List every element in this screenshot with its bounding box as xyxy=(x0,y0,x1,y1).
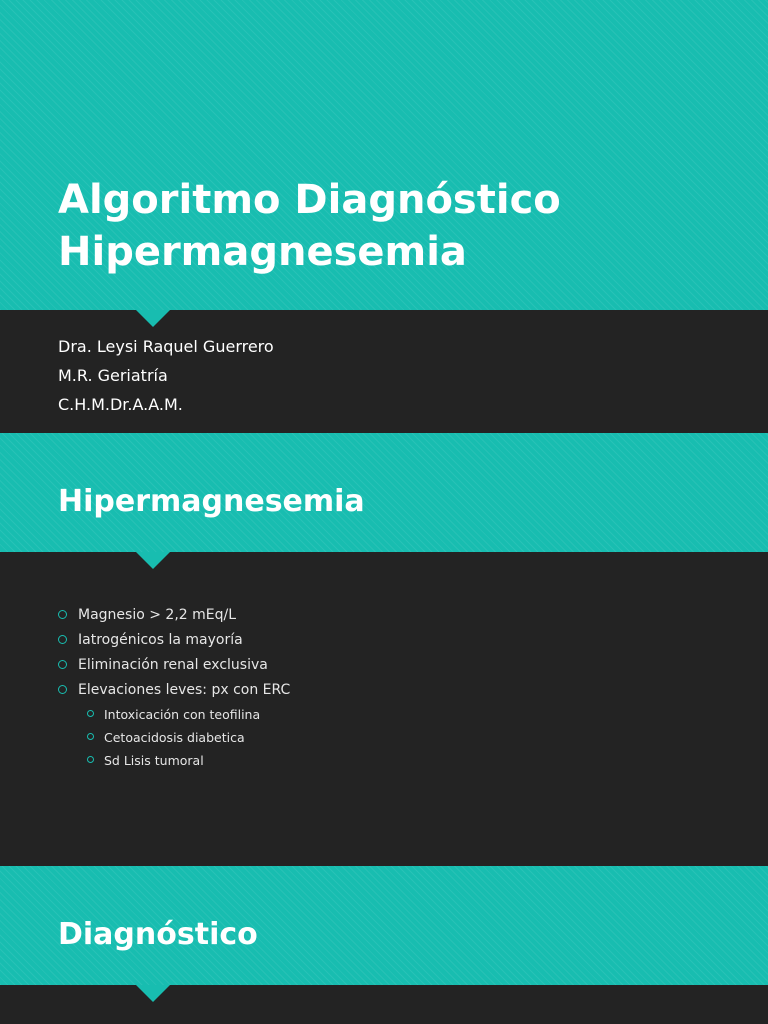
sub-bullet-text: Cetoacidosis diabetica xyxy=(104,730,245,745)
sub-bullet-text: Sd Lisis tumoral xyxy=(104,753,204,768)
bullet-item xyxy=(58,679,290,704)
slide3-notch xyxy=(136,985,170,1002)
bullet-ring-icon xyxy=(58,635,67,644)
sub-bullet-item xyxy=(58,704,290,727)
slide3-title: Diagnóstico xyxy=(58,917,258,952)
sub-bullet-ring-icon xyxy=(87,710,94,717)
slide1-role: M.R. Geriatría xyxy=(58,366,168,385)
bullet-text: Elevaciones leves: px con ERC xyxy=(78,682,291,698)
slide1-notch xyxy=(136,310,170,327)
sub-bullet-item xyxy=(58,727,290,750)
bullet-text: Magnesio > 2,2 mEq/L xyxy=(78,607,237,623)
sub-bullet-item xyxy=(58,750,290,773)
slide3-body xyxy=(0,985,768,1024)
bullet-item xyxy=(58,654,290,679)
bullet-item xyxy=(58,629,290,654)
sub-bullet-ring-icon xyxy=(87,733,94,740)
bullet-item xyxy=(58,604,290,629)
bullet-ring-icon xyxy=(58,610,67,619)
slide1-title-line2: Hipermagnesemia xyxy=(58,229,467,275)
slide2-title: Hipermagnesemia xyxy=(58,484,365,519)
slide1-title-line1: Algoritmo Diagnóstico xyxy=(58,177,561,223)
bullet-text: Eliminación renal exclusiva xyxy=(78,657,268,673)
sub-bullet-text: Intoxicación con teofilina xyxy=(104,707,261,722)
bullet-text: Iatrogénicos la mayoría xyxy=(78,632,243,648)
sub-bullet-ring-icon xyxy=(87,756,94,763)
slide2-bullet-list xyxy=(58,604,290,773)
slide1-author: Dra. Leysi Raquel Guerrero xyxy=(58,337,274,356)
slide1-institution: C.H.M.Dr.A.A.M. xyxy=(58,395,183,414)
bullet-ring-icon xyxy=(58,660,67,669)
bullet-ring-icon xyxy=(58,685,67,694)
slide2-notch xyxy=(136,552,170,569)
